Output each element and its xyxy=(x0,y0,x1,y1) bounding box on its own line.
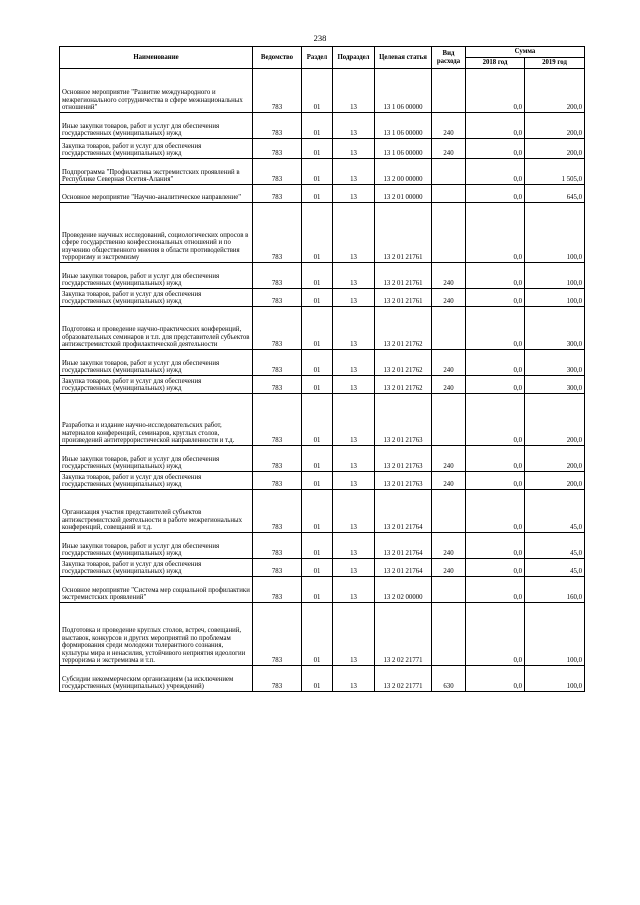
cell-section: 01 xyxy=(302,533,333,559)
cell-section: 01 xyxy=(302,603,333,666)
cell-subsection: 13 xyxy=(333,603,375,666)
table-row xyxy=(60,289,585,307)
cell-target: 13 2 01 21762 xyxy=(375,376,432,394)
cell-2019: 45,0 xyxy=(525,490,585,533)
cell-subsection: 13 xyxy=(333,376,375,394)
cell-dept: 783 xyxy=(253,307,302,350)
cell-section: 01 xyxy=(302,394,333,446)
cell-subsection: 13 xyxy=(333,203,375,263)
cell-section: 01 xyxy=(302,376,333,394)
cell-section: 01 xyxy=(302,159,333,185)
cell-dept: 783 xyxy=(253,350,302,376)
cell-2019: 100,0 xyxy=(525,203,585,263)
cell-name: Проведение научных исследований, социологических опросов в сфере государственно конфессиональных отношений и по изучению общественного мнения в области противодействия терроризму и экстремизму xyxy=(60,203,253,263)
cell-target: 13 2 01 21761 xyxy=(375,289,432,307)
cell-dept: 783 xyxy=(253,559,302,577)
cell-expense-type: 240 xyxy=(432,350,466,376)
page-number: 238 xyxy=(313,33,327,43)
cell-dept: 783 xyxy=(253,394,302,446)
cell-2019: 160,0 xyxy=(525,577,585,603)
cell-2018: 0,0 xyxy=(466,350,525,376)
cell-target: 13 2 01 21764 xyxy=(375,559,432,577)
cell-2018: 0,0 xyxy=(466,139,525,159)
table-row xyxy=(60,139,585,159)
header-section: Раздел xyxy=(302,47,333,69)
cell-expense-type: 240 xyxy=(432,289,466,307)
cell-name: Основное мероприятие "Система мер социальной профилактики экстремистских проявлений" xyxy=(60,577,253,603)
cell-target: 13 2 01 21761 xyxy=(375,203,432,263)
cell-target: 13 2 01 21764 xyxy=(375,533,432,559)
cell-name: Подготовка и проведение круглых столов, встреч, совещаний, выставок, конкурсов и других мероприятий по проблемам формирования среди молодежи толерантного сознания, культуры мира и ненасилия, устойчивого неприятия идеологии терроризма и экстремизма и т.п. xyxy=(60,603,253,666)
cell-subsection: 13 xyxy=(333,263,375,289)
cell-subsection: 13 xyxy=(333,666,375,692)
cell-2018: 0,0 xyxy=(466,113,525,139)
cell-section: 01 xyxy=(302,113,333,139)
cell-dept: 783 xyxy=(253,666,302,692)
cell-subsection: 13 xyxy=(333,394,375,446)
cell-2018: 0,0 xyxy=(466,203,525,263)
cell-target: 13 2 01 00000 xyxy=(375,185,432,203)
header-dept: Ведомство xyxy=(253,47,302,69)
cell-target: 13 2 00 00000 xyxy=(375,159,432,185)
cell-target: 13 2 01 21761 xyxy=(375,263,432,289)
cell-expense-type: 630 xyxy=(432,666,466,692)
cell-section: 01 xyxy=(302,559,333,577)
cell-subsection: 13 xyxy=(333,307,375,350)
cell-2018: 0,0 xyxy=(466,603,525,666)
cell-section: 01 xyxy=(302,139,333,159)
cell-dept: 783 xyxy=(253,376,302,394)
cell-2018: 0,0 xyxy=(466,69,525,113)
cell-expense-type xyxy=(432,307,466,350)
cell-name: Иные закупки товаров, работ и услуг для обеспечения государственных (муниципальных) нужд xyxy=(60,113,253,139)
cell-dept: 783 xyxy=(253,490,302,533)
cell-name: Основное мероприятие "Научно-аналитическое направление" xyxy=(60,185,253,203)
cell-subsection: 13 xyxy=(333,559,375,577)
cell-2019: 200,0 xyxy=(525,113,585,139)
cell-target: 13 2 01 21764 xyxy=(375,490,432,533)
cell-subsection: 13 xyxy=(333,446,375,472)
cell-2019: 200,0 xyxy=(525,139,585,159)
cell-expense-type xyxy=(432,577,466,603)
header-2018: 2018 год xyxy=(466,58,525,69)
table-row xyxy=(60,69,585,113)
cell-target: 13 2 01 21763 xyxy=(375,446,432,472)
cell-dept: 783 xyxy=(253,203,302,263)
cell-target: 13 1 06 00000 xyxy=(375,139,432,159)
cell-dept: 783 xyxy=(253,159,302,185)
cell-2019: 100,0 xyxy=(525,289,585,307)
cell-name: Иные закупки товаров, работ и услуг для обеспечения государственных (муниципальных) нужд xyxy=(60,446,253,472)
cell-name: Закупка товаров, работ и услуг для обеспечения государственных (муниципальных) нужд xyxy=(60,289,253,307)
table-row xyxy=(60,263,585,289)
cell-2019: 100,0 xyxy=(525,666,585,692)
cell-section: 01 xyxy=(302,472,333,490)
cell-2018: 0,0 xyxy=(466,376,525,394)
cell-dept: 783 xyxy=(253,446,302,472)
header-expense-type: Вид расхода xyxy=(432,47,466,69)
cell-2019: 200,0 xyxy=(525,394,585,446)
cell-2019: 100,0 xyxy=(525,603,585,666)
cell-target: 13 1 06 00000 xyxy=(375,113,432,139)
budget-table xyxy=(59,46,585,692)
cell-name: Подготовка и проведение научно-практических конференций, образовательных семинаров и т.п. для представителей субъектов антиэкстремистской профилактической деятельности xyxy=(60,307,253,350)
cell-subsection: 13 xyxy=(333,113,375,139)
cell-2019: 300,0 xyxy=(525,307,585,350)
cell-expense-type xyxy=(432,159,466,185)
cell-subsection: 13 xyxy=(333,472,375,490)
table-row xyxy=(60,577,585,603)
table-row xyxy=(60,446,585,472)
cell-expense-type: 240 xyxy=(432,559,466,577)
cell-expense-type xyxy=(432,603,466,666)
cell-section: 01 xyxy=(302,69,333,113)
cell-2018: 0,0 xyxy=(466,577,525,603)
cell-expense-type xyxy=(432,490,466,533)
table-row xyxy=(60,185,585,203)
cell-subsection: 13 xyxy=(333,533,375,559)
cell-expense-type xyxy=(432,69,466,113)
cell-target: 13 2 02 21771 xyxy=(375,666,432,692)
cell-dept: 783 xyxy=(253,263,302,289)
cell-2019: 200,0 xyxy=(525,446,585,472)
header-2019: 2019 год xyxy=(525,58,585,69)
cell-name: Закупка товаров, работ и услуг для обеспечения государственных (муниципальных) нужд xyxy=(60,472,253,490)
cell-section: 01 xyxy=(302,185,333,203)
table-row xyxy=(60,666,585,692)
cell-expense-type: 240 xyxy=(432,376,466,394)
cell-2019: 1 505,0 xyxy=(525,159,585,185)
cell-2018: 0,0 xyxy=(466,666,525,692)
cell-section: 01 xyxy=(302,666,333,692)
cell-2018: 0,0 xyxy=(466,490,525,533)
cell-target: 13 2 01 21762 xyxy=(375,307,432,350)
cell-expense-type xyxy=(432,185,466,203)
cell-subsection: 13 xyxy=(333,185,375,203)
table-row xyxy=(60,533,585,559)
cell-expense-type xyxy=(432,394,466,446)
cell-2018: 0,0 xyxy=(466,185,525,203)
header-sum: Сумма xyxy=(466,47,585,58)
cell-name: Подпрограмма "Профилактика экстремистских проявлений в Республике Северная Осетия-Алания" xyxy=(60,159,253,185)
cell-2018: 0,0 xyxy=(466,472,525,490)
table-row xyxy=(60,376,585,394)
cell-dept: 783 xyxy=(253,69,302,113)
cell-name: Закупка товаров, работ и услуг для обеспечения государственных (муниципальных) нужд xyxy=(60,559,253,577)
cell-2019: 300,0 xyxy=(525,376,585,394)
table-row xyxy=(60,350,585,376)
cell-2018: 0,0 xyxy=(466,307,525,350)
cell-2018: 0,0 xyxy=(466,559,525,577)
cell-2019: 45,0 xyxy=(525,559,585,577)
cell-name: Иные закупки товаров, работ и услуг для обеспечения государственных (муниципальных) нужд xyxy=(60,533,253,559)
cell-dept: 783 xyxy=(253,472,302,490)
cell-name: Разработка и издание научно-исследовательских работ, материалов конференций, семинаров, круглых столов, произведений антитеррористической направленности и т.д. xyxy=(60,394,253,446)
cell-section: 01 xyxy=(302,263,333,289)
cell-name: Основное мероприятие "Развитие международного и межрегионального сотрудничества в сфере межнациональных отношений" xyxy=(60,69,253,113)
cell-dept: 783 xyxy=(253,533,302,559)
cell-2019: 200,0 xyxy=(525,472,585,490)
cell-2019: 645,0 xyxy=(525,185,585,203)
cell-expense-type: 240 xyxy=(432,446,466,472)
cell-2018: 0,0 xyxy=(466,533,525,559)
cell-section: 01 xyxy=(302,577,333,603)
table-row xyxy=(60,307,585,350)
cell-dept: 783 xyxy=(253,577,302,603)
cell-subsection: 13 xyxy=(333,159,375,185)
cell-2018: 0,0 xyxy=(466,394,525,446)
cell-dept: 783 xyxy=(253,185,302,203)
cell-2019: 45,0 xyxy=(525,533,585,559)
cell-subsection: 13 xyxy=(333,69,375,113)
table-row xyxy=(60,490,585,533)
cell-2018: 0,0 xyxy=(466,263,525,289)
cell-subsection: 13 xyxy=(333,139,375,159)
cell-name: Закупка товаров, работ и услуг для обеспечения государственных (муниципальных) нужд xyxy=(60,139,253,159)
cell-2018: 0,0 xyxy=(466,289,525,307)
cell-expense-type: 240 xyxy=(432,533,466,559)
cell-target: 13 2 02 00000 xyxy=(375,577,432,603)
table-row xyxy=(60,559,585,577)
cell-expense-type xyxy=(432,203,466,263)
cell-subsection: 13 xyxy=(333,490,375,533)
table-row xyxy=(60,394,585,446)
cell-expense-type: 240 xyxy=(432,113,466,139)
cell-section: 01 xyxy=(302,203,333,263)
table-row xyxy=(60,603,585,666)
cell-section: 01 xyxy=(302,446,333,472)
cell-name: Иные закупки товаров, работ и услуг для обеспечения государственных (муниципальных) нужд xyxy=(60,263,253,289)
header-subsection: Подраздел xyxy=(333,47,375,69)
cell-section: 01 xyxy=(302,490,333,533)
header-name: Наименование xyxy=(60,47,253,69)
cell-expense-type: 240 xyxy=(432,263,466,289)
cell-2019: 200,0 xyxy=(525,69,585,113)
cell-section: 01 xyxy=(302,350,333,376)
cell-2018: 0,0 xyxy=(466,159,525,185)
cell-name: Закупка товаров, работ и услуг для обеспечения государственных (муниципальных) нужд xyxy=(60,376,253,394)
cell-name: Иные закупки товаров, работ и услуг для обеспечения государственных (муниципальных) нужд xyxy=(60,350,253,376)
cell-target: 13 2 01 21762 xyxy=(375,350,432,376)
cell-name: Организация участия представителей субъектов антиэкстремистской деятельности в работе межрегиональных конференций, совещаний и т.д. xyxy=(60,490,253,533)
cell-subsection: 13 xyxy=(333,289,375,307)
table-row xyxy=(60,203,585,263)
table-row xyxy=(60,113,585,139)
cell-expense-type: 240 xyxy=(432,139,466,159)
cell-name: Субсидии некоммерческим организациям (за исключением государственных (муниципальных) учреждений) xyxy=(60,666,253,692)
cell-target: 13 2 02 21771 xyxy=(375,603,432,666)
cell-2019: 300,0 xyxy=(525,350,585,376)
table-row xyxy=(60,159,585,185)
header-target: Целевая статья xyxy=(375,47,432,69)
cell-dept: 783 xyxy=(253,113,302,139)
cell-section: 01 xyxy=(302,307,333,350)
cell-dept: 783 xyxy=(253,139,302,159)
cell-expense-type: 240 xyxy=(432,472,466,490)
cell-2019: 100,0 xyxy=(525,263,585,289)
cell-target: 13 2 01 21763 xyxy=(375,472,432,490)
cell-section: 01 xyxy=(302,289,333,307)
cell-dept: 783 xyxy=(253,603,302,666)
cell-2018: 0,0 xyxy=(466,446,525,472)
cell-target: 13 1 06 00000 xyxy=(375,69,432,113)
cell-dept: 783 xyxy=(253,289,302,307)
cell-target: 13 2 01 21763 xyxy=(375,394,432,446)
cell-subsection: 13 xyxy=(333,350,375,376)
table-row xyxy=(60,472,585,490)
cell-subsection: 13 xyxy=(333,577,375,603)
